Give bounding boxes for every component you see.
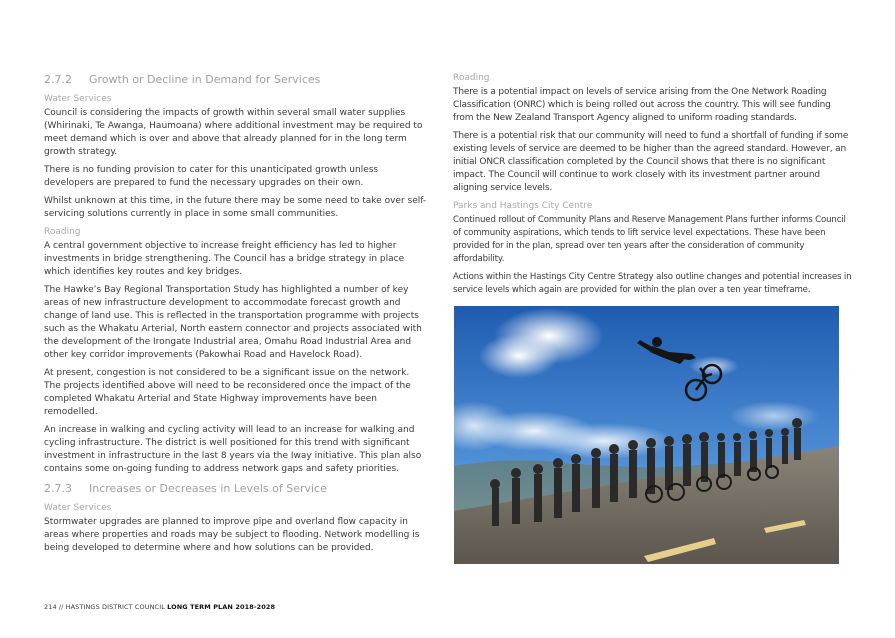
paragraph: Actions within the Hastings City Centre Strategy also outline changes and potential increases in service levels which again are provided for within the plan over a ten year timeframe.	[453, 272, 852, 295]
section-title: Growth or Decline in Demand for Services	[89, 73, 321, 86]
left-column	[44, 72, 427, 560]
paragraph: Stormwater upgrades are planned to improve pipe and overland flow capacity in areas where properties and roads may be subject to flooding. Network modelling is being developed to determine where and how solutions can be provided.	[44, 517, 420, 553]
page-footer	[44, 603, 275, 611]
subheading-water-services: Water Services	[44, 503, 112, 513]
paragraph: Whilst unknown at this time, in the future there may be some need to take over self-servicing solutions currently in place in some small communities.	[44, 196, 427, 219]
subheading-roading: Roading	[44, 227, 81, 237]
subheading-parks: Parks and Hastings City Centre	[453, 201, 593, 211]
paragraph: A central government objective to increase freight efficiency has led to higher investments in bridge strengthening. The Council has a bridge strategy in place which identifies key routes and key bridges.	[44, 241, 405, 277]
section-heading-2-7-3	[44, 481, 427, 496]
section-title: Increases or Decreases in Levels of Service	[89, 482, 327, 495]
paragraph: There is no funding provision to cater for this unanticipated growth unless developers are prepared to fund the necessary upgrades on their own.	[44, 165, 379, 188]
right-column	[453, 72, 853, 302]
paragraph: An increase in walking and cycling activity will lead to an increase for walking and cycling infrastructure. The district is well positioned for this trend with significant investment in infrastructure in the last 8 years via the Iway initiative. This plan also contains some on-going funding to address network gaps and safety priorities.	[44, 425, 422, 474]
footer-plan-title: LONG TERM PLAN 2018-2028	[167, 603, 276, 611]
paragraph: The Hawke’s Bay Regional Transportation Study has highlighted a number of key areas of new infrastructure development to accommodate forecast growth and change of land use. This is reflected in the transportation programme with projects such as the Whakatu Arterial, North eastern connector and projects associated with the development of the Irongate Industrial area, Omahu Road Industrial Area and other key corridor improvements (Pakowhai Road and Havelock Road).	[44, 285, 422, 360]
paragraph: Council is considering the impacts of growth within several small water supplies (Whirinaki, Te Awanga, Haumoana) where additional investment may be required to meet demand which is over and above that already planned for in the long term growth strategy.	[44, 108, 423, 157]
footer-page-number: 214 // HASTINGS DISTRICT COUNCIL	[44, 603, 168, 611]
section-heading-2-7-2	[44, 72, 427, 87]
paragraph: There is a potential risk that our community will need to fund a shortfall of funding if some existing levels of service are deemed to be higher than the agreed standard. However, an initial ONCR classification completed by the Council shows that there is no significant impact. The Council will continue to work closely with its investment partner around aligning service levels.	[453, 131, 849, 193]
bmx-photo	[454, 306, 839, 564]
paragraph: There is a potential impact on levels of service arising from the One Network Roading Classification (ONRC) which is being rolled out across the country. This will see funding from the New Zealand Transport Agency aligned to uniform roading standards.	[453, 87, 831, 123]
subheading-water-services: Water Services	[44, 94, 112, 104]
section-number: 2.7.2	[44, 73, 72, 86]
subheading-roading: Roading	[453, 73, 490, 83]
paragraph: At present, congestion is not considered to be a significant issue on the network. The projects identified above will need to be reconsidered once the impact of the completed Whakatu Arterial and State Highway improvements have been remodelled.	[44, 368, 411, 417]
section-number: 2.7.3	[44, 482, 72, 495]
paragraph: Continued rollout of Community Plans and Reserve Management Plans further informs Council of community aspirations, which tends to lift service level expectations. These have been provided for in the plan, spread over ten years after the consideration of community affordability.	[453, 215, 846, 264]
